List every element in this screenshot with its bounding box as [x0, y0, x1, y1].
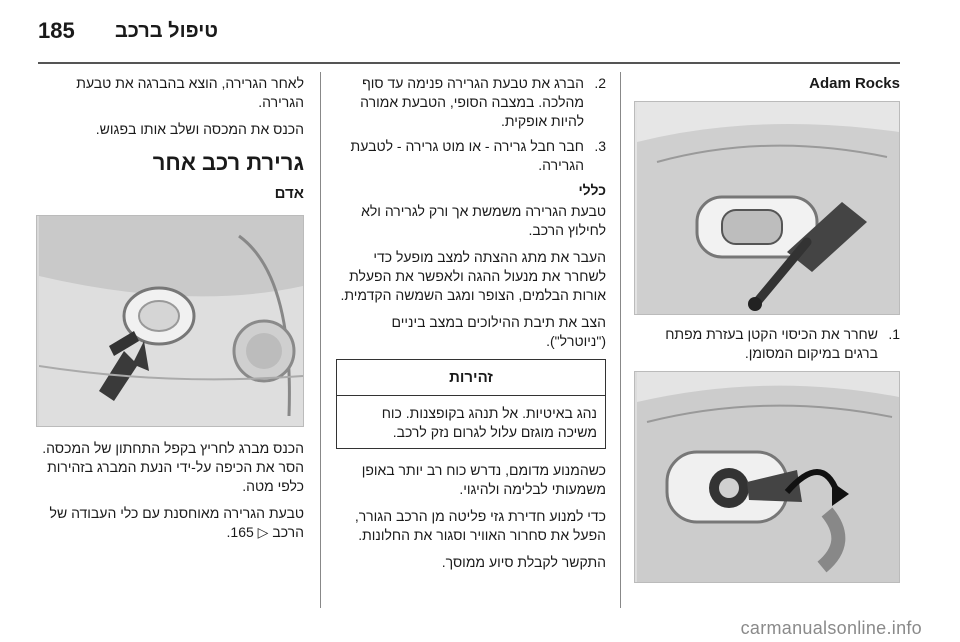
step-3 — [336, 137, 606, 175]
step-1-number: 1. — [888, 326, 900, 342]
column-divider-right — [620, 72, 621, 608]
photo-bumper-cover — [634, 101, 900, 315]
warning-text: נהג באיטיות. אל תנהג בקופצנות. כוח משיכה מוגזם עלול לגרום נזק לרכב. — [381, 405, 597, 440]
watermark: carmanualsonline.info — [740, 618, 922, 638]
left-column — [38, 74, 304, 550]
photo-tow-eye-installed — [634, 371, 900, 583]
page-number: 185 — [38, 18, 75, 43]
step-3-text: חבר חבל גרירה - או מוט גרירה - לטבעת הגרירה. — [350, 138, 584, 173]
general-paragraph-1: טבעת הגרירה משמשת אך ורק לגרירה ולא לחילוץ הרכב. — [361, 203, 606, 238]
paragraph-exhaust: כדי למנוע חדירת גזי פליטה מן הרכב הגורר, הפעל את סחרור האוויר וסגור את החלונות. — [354, 508, 606, 543]
step-3-number: 3. — [594, 138, 606, 154]
general-heading: כללי — [578, 182, 606, 198]
step-2 — [336, 74, 606, 131]
step-1-text: שחרר את הכיסוי הקטן בעזרת מפתח ברגים במיקום המסומן. — [665, 326, 878, 361]
photo-rear-cover — [36, 215, 304, 427]
paragraph-engine-off: כשהמנוע מדומם, נדרש כוח רב יותר באופן משמעותי לבלימה ולהיגוי. — [361, 462, 606, 497]
model-label: Adam Rocks — [809, 75, 900, 92]
page-reference[interactable]: 165. — [226, 524, 254, 540]
general-paragraph-3: הצב את תיבת ההילוכים במצב ביניים ("ניוטרל"). — [391, 314, 606, 349]
header-rule — [38, 62, 900, 64]
step-2-number: 2. — [594, 75, 606, 91]
left-paragraph-1: לאחר הגרירה, הוצא בהברגה את טבעת הגרירה. — [76, 75, 304, 110]
left-paragraph-4 — [38, 504, 304, 542]
left-paragraph-2: הכנס את המכסה ושלב אותו בפגוש. — [95, 121, 304, 137]
general-paragraph-2: העבר את מתג ההצתה למצב מופעל כדי לשחרר את מנעול ההגה ולאפשר את הפעלת אורות הבלמים, הצופר ומגב השמשה הקדמית. — [340, 249, 606, 303]
right-column — [636, 74, 900, 591]
middle-column — [336, 74, 606, 580]
paragraph-call-workshop: התקשר לקבלת סיוע ממוסך. — [441, 554, 606, 570]
subsection-title: אדם — [274, 185, 304, 202]
left-paragraph-3: הכנס מברג לחריץ בקפל התחתון של המכסה. הסר את הכיפה על-ידי הנעת המברג בזהירות כלפי מטה. — [42, 440, 304, 494]
warning-title: זהירות — [337, 360, 605, 396]
left-paragraph-4-text: טבעת הגרירה מאוחסנת עם כלי העבודה של הרכב — [49, 505, 304, 540]
column-divider-left — [320, 72, 321, 608]
running-head: טיפול ברכב — [115, 20, 219, 42]
warning-box — [336, 359, 606, 449]
step-1 — [636, 325, 900, 363]
arrow-reference-icon: ▷ — [257, 524, 269, 540]
step-2-text: הברג את טבעת הגרירה פנימה עד סוף מהלכה. במצבה הסופי, הטבעת אמורה להיות אופקית. — [360, 75, 584, 129]
section-title: גרירת רכב אחר — [152, 150, 304, 175]
